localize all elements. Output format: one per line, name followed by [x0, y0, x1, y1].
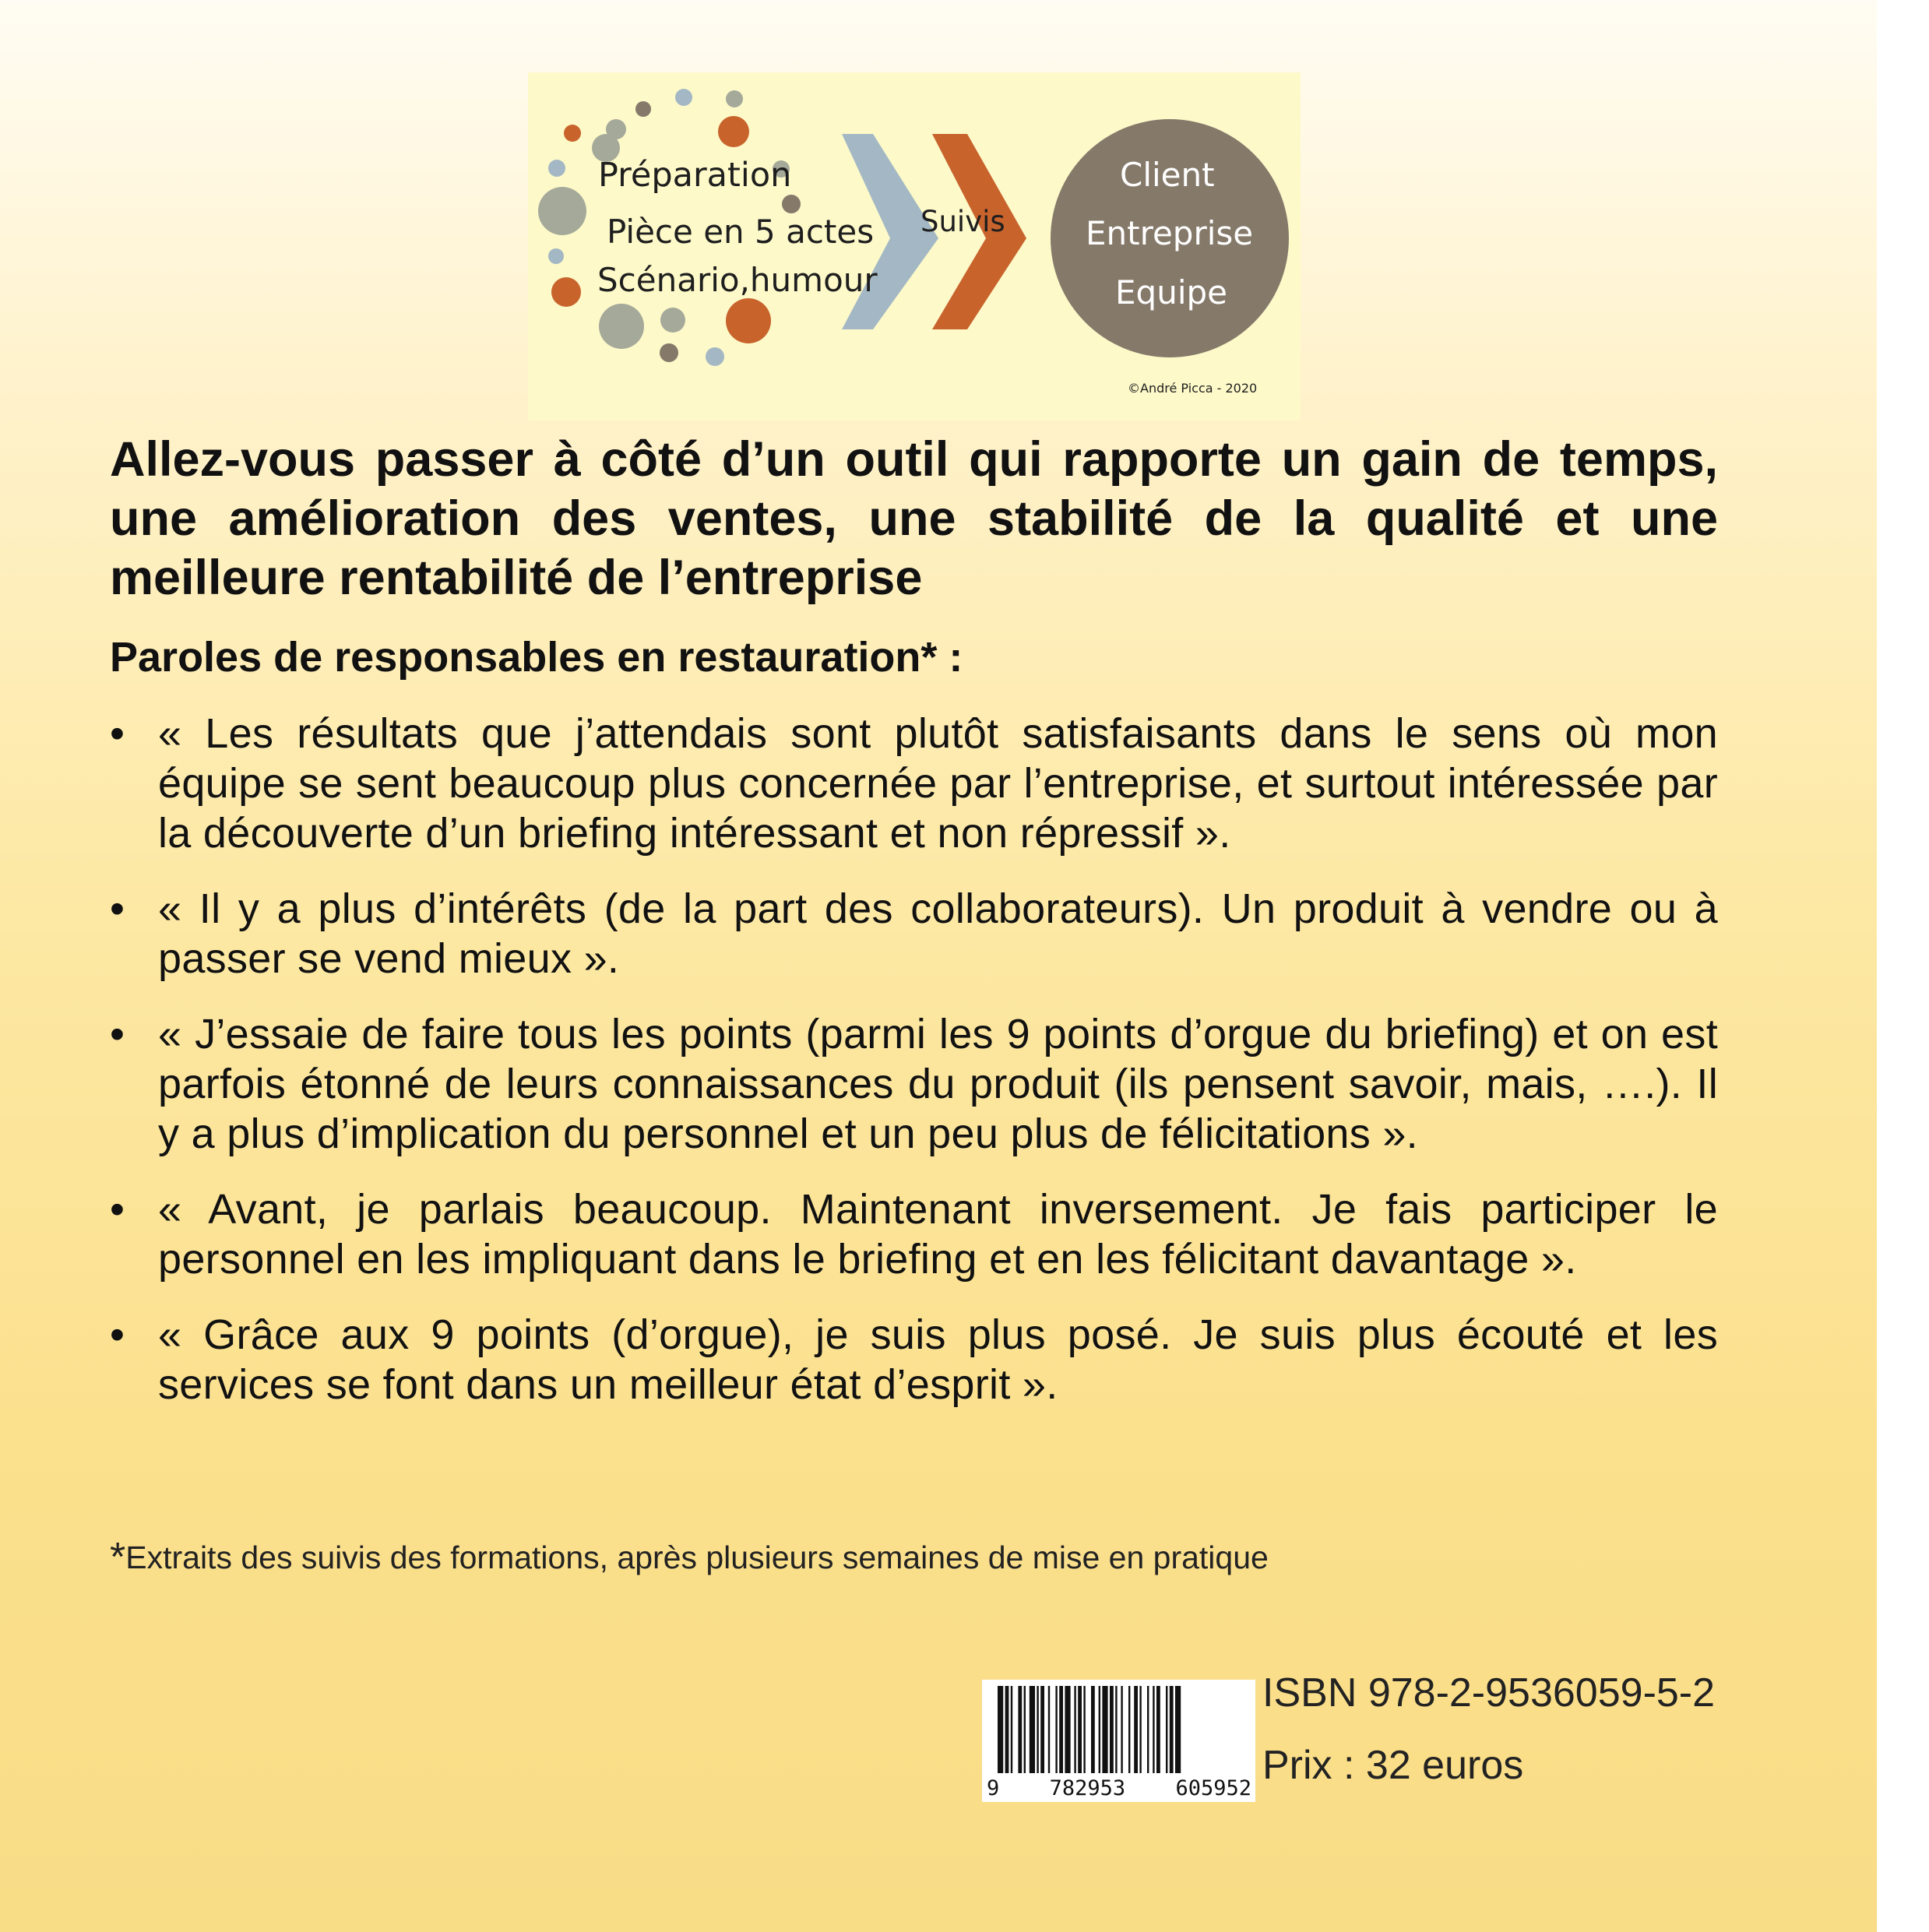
footnote [110, 1535, 1269, 1580]
testimonials-list [110, 709, 1718, 1435]
barcode-bar [998, 1686, 1003, 1773]
barcode-bar [1121, 1686, 1122, 1773]
barcode-bar [1030, 1686, 1035, 1773]
banner-arrow-label: Suivis [920, 205, 1005, 238]
barcode-digit-group: 605952 [1175, 1776, 1251, 1800]
barcode-bar [1018, 1686, 1022, 1773]
banner-item-preparation: Préparation [598, 156, 792, 195]
main-heading: Allez-vous passer à côté d’un outil qui rapporte un gain de temps, une amélioration des ventes, une stabilité de la qualité et une meilleure rentabilité de l’entreprise [110, 432, 1718, 605]
barcode-bar [1024, 1686, 1026, 1773]
bullet-icon: • [110, 710, 125, 757]
bullet-icon: • [110, 1311, 125, 1358]
barcode-bar [1040, 1686, 1044, 1773]
barcode [982, 1680, 1255, 1802]
barcode-bar [1059, 1686, 1063, 1773]
barcode-bar [1139, 1686, 1141, 1773]
barcode-bar [1147, 1686, 1149, 1773]
quote-text: « Les résultats que j’attendais sont plutôt satisfaisants dans le sens où mon équipe se sent beaucoup plus concernée par l’entreprise, et surtout intéressée par la découverte d’un briefing intéressant et non répressif ». [158, 710, 1718, 857]
barcode-bar [1078, 1686, 1082, 1773]
banner-item-scenario: Scénario,humour [597, 261, 878, 299]
barcode-bar [1110, 1686, 1114, 1773]
barcode-bar [1153, 1686, 1154, 1773]
barcode-bar [1166, 1686, 1167, 1773]
list-item [110, 1009, 1718, 1159]
list-item [110, 1184, 1718, 1284]
quote-text: « J’essaie de faire tous les points (parmi les 9 points d’orgue du briefing) et on est parfois étonné de leurs connaissances du produit (ils pensent savoir, mais, ….). Il y a plus d’implication du personnel et un peu plus de félicitations ». [158, 1011, 1718, 1157]
footnote-text: Extraits des suivis des formations, après plusieurs semaines de mise en pratique [125, 1540, 1269, 1575]
circle-item-client: Client [1120, 156, 1215, 194]
barcode-bar [1011, 1686, 1012, 1773]
barcode-digit-group: 9 [987, 1776, 1000, 1800]
barcode-bar [1083, 1686, 1085, 1773]
quote-text: « Il y a plus d’intérêts (de la part des collaborateurs). Un produit à vendre ou à passer se vend mieux ». [158, 885, 1718, 982]
banner-item-piece: Pièce en 5 actes [607, 213, 875, 251]
bullet-icon: • [110, 885, 125, 932]
list-item [110, 1310, 1718, 1409]
barcode-bar [1048, 1686, 1050, 1773]
testimonials-subheading: Paroles de responsables en restauration* : [110, 634, 963, 681]
footnote-star: * [110, 1535, 126, 1580]
barcode-digits [987, 1777, 1251, 1800]
barcode-bar [1099, 1686, 1100, 1773]
barcode-bar [1115, 1686, 1117, 1773]
method-banner [528, 72, 1301, 421]
list-item [110, 884, 1718, 984]
barcode-bar [1156, 1686, 1160, 1773]
circle-item-equipe: Equipe [1115, 273, 1227, 311]
quote-text: « Grâce aux 9 points (d’orgue), je suis plus posé. Je suis plus écouté et les services se font dans un meilleur état d’esprit ». [158, 1311, 1718, 1408]
barcode-bar [1037, 1686, 1038, 1773]
bullet-icon: • [110, 1011, 125, 1057]
list-item [110, 709, 1718, 858]
quote-text: « Avant, je parlais beaucoup. Maintenant inversement. Je fais participer le personnel en les impliquant dans le briefing et en les félicitant davantage ». [158, 1186, 1718, 1283]
barcode-bar [1055, 1686, 1057, 1773]
banner-copyright: ©André Picca - 2020 [1128, 381, 1258, 396]
barcode-bar [1074, 1686, 1075, 1773]
bullet-icon: • [110, 1186, 125, 1233]
barcode-bar [1175, 1686, 1181, 1773]
price: Prix : 32 euros [1262, 1743, 1524, 1788]
barcode-bar [1005, 1686, 1009, 1773]
barcode-bar [1134, 1686, 1138, 1773]
barcode-bar [1128, 1686, 1130, 1773]
barcode-bars [982, 1680, 1255, 1777]
barcode-bar [1091, 1686, 1095, 1773]
barcode-bar [1170, 1686, 1174, 1773]
barcode-bar [1065, 1686, 1070, 1773]
barcode-bar [1102, 1686, 1107, 1773]
circle-item-entreprise: Entreprise [1086, 214, 1254, 252]
barcode-digit-group: 782953 [1049, 1776, 1126, 1800]
isbn-number: ISBN 978-2-9536059-5-2 [1262, 1670, 1716, 1716]
